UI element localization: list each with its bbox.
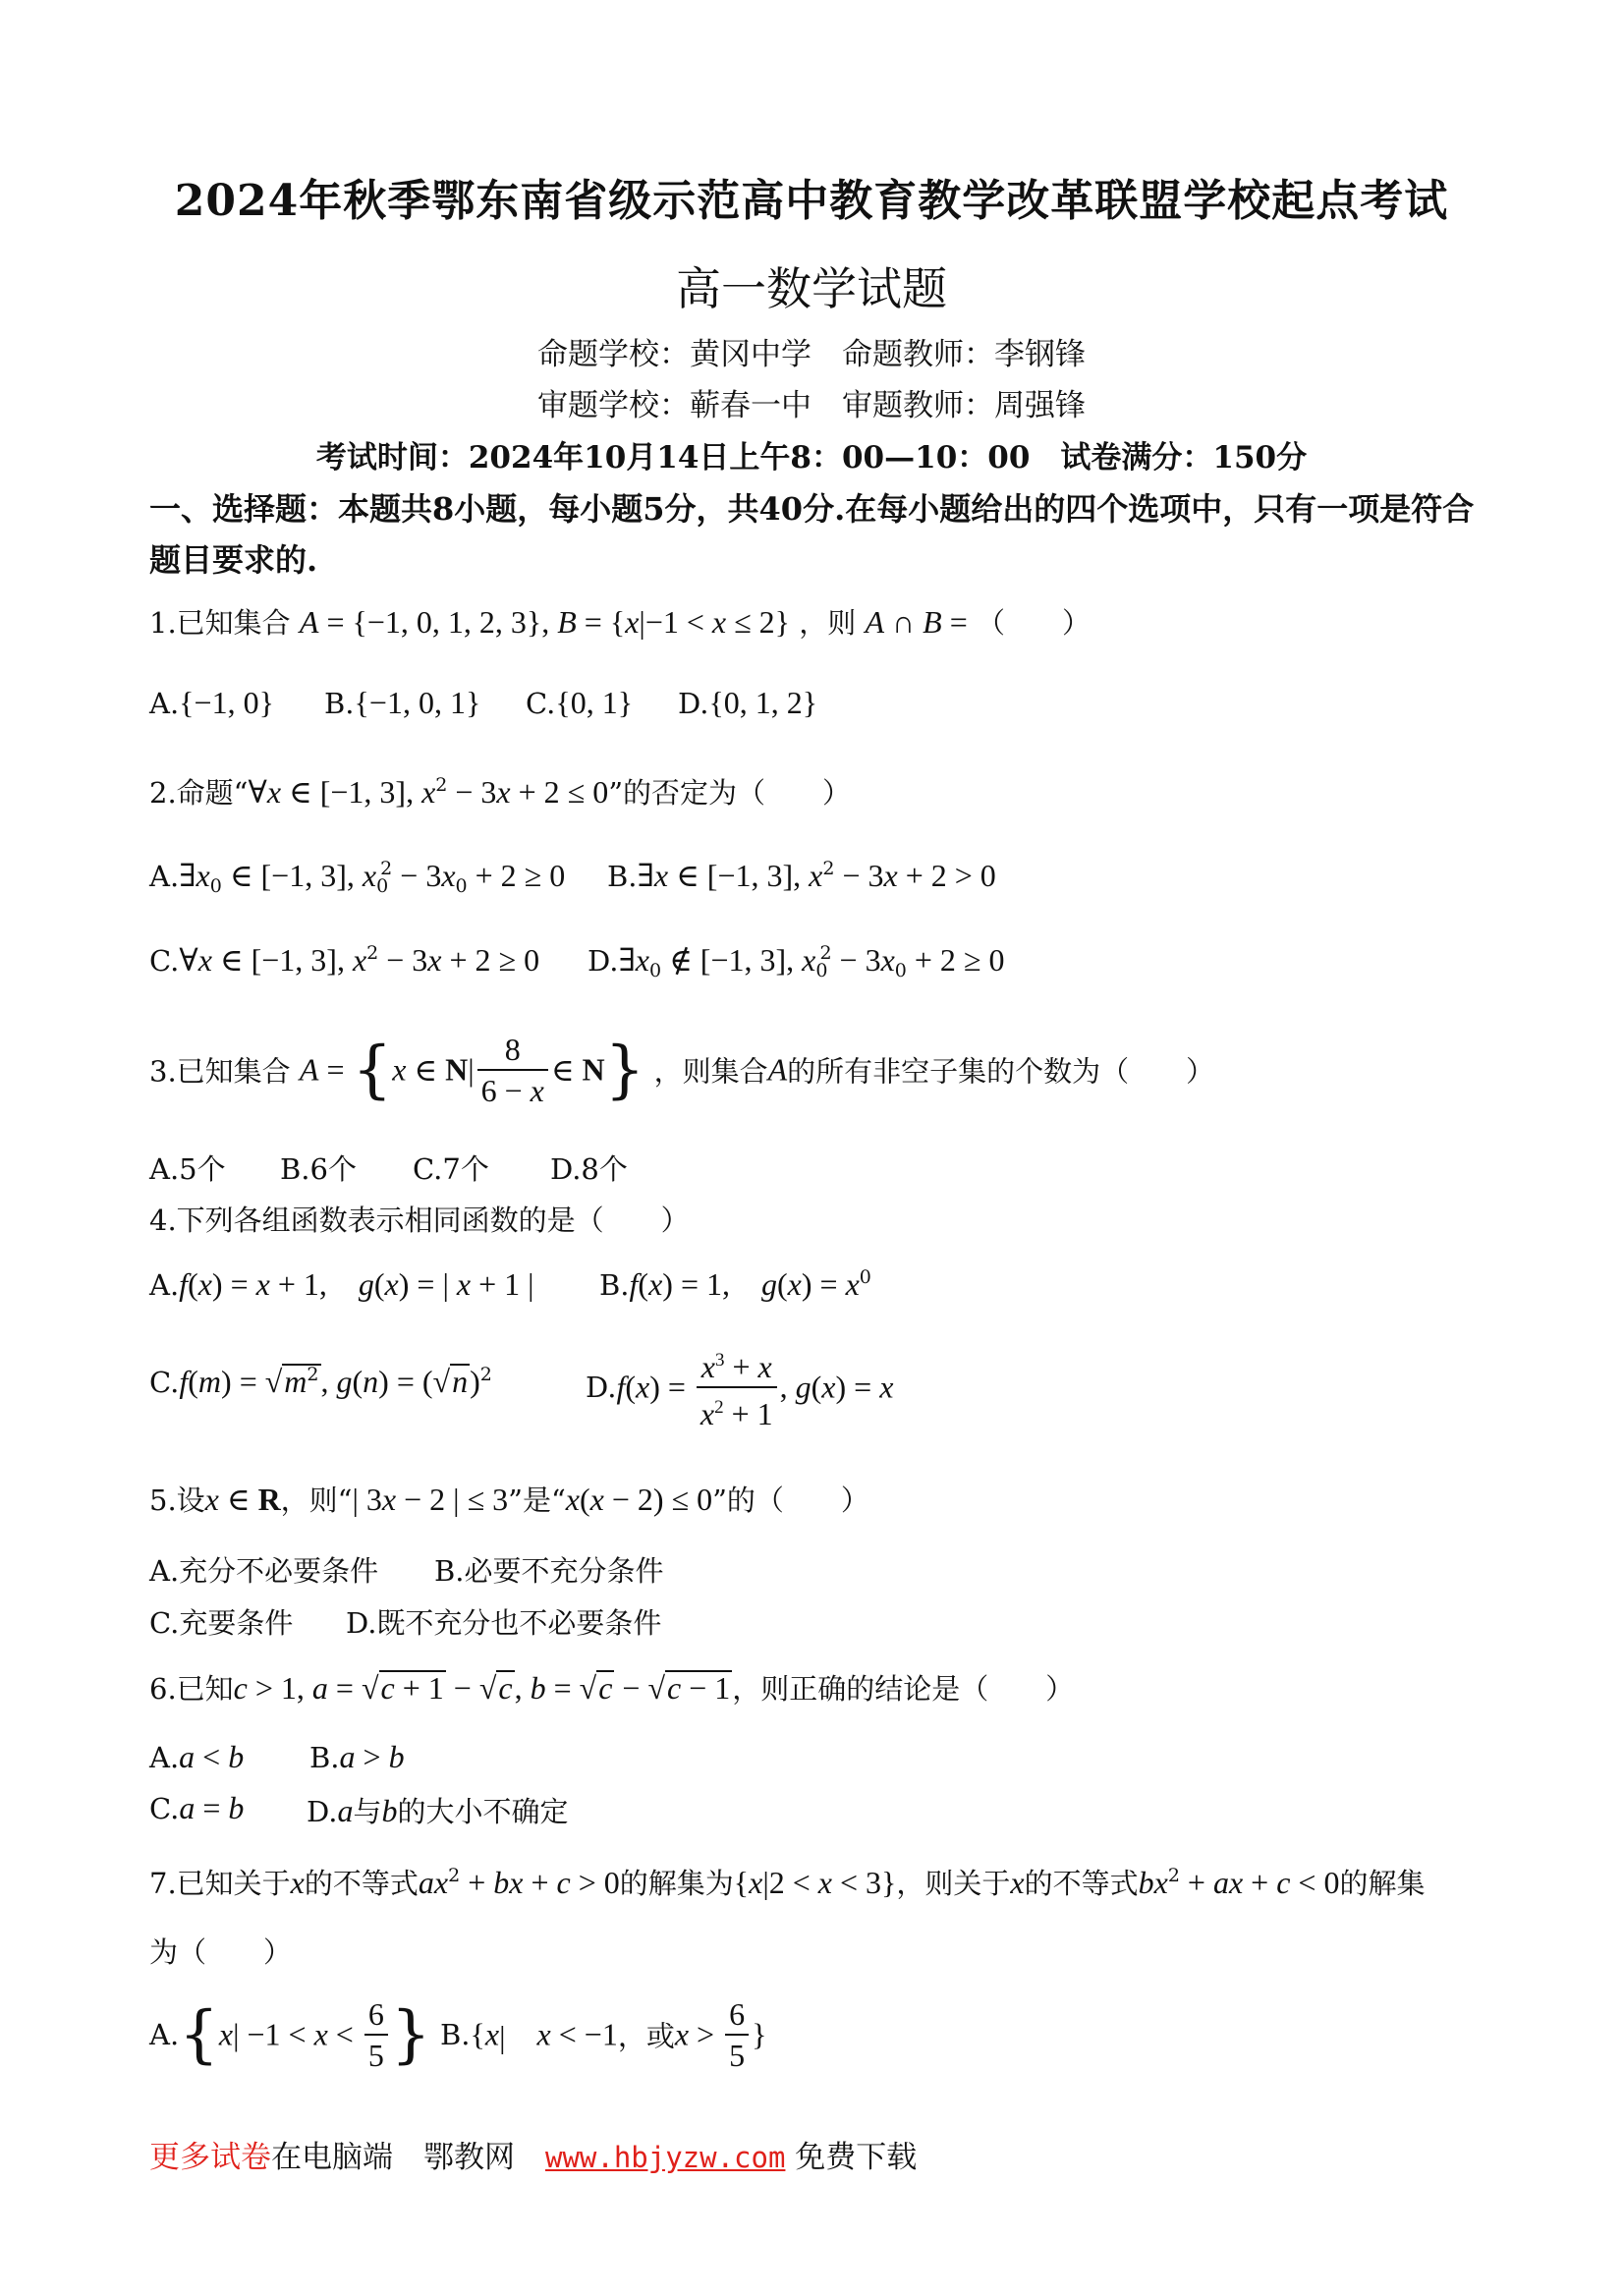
q7-lead: 7.已知关于 bbox=[149, 1867, 291, 1900]
footer-website-link[interactable]: www.hbjyzw.com bbox=[545, 2141, 786, 2174]
q6-lead: 6.已知 bbox=[149, 1672, 234, 1706]
q5-tail: ”的（ ） bbox=[712, 1484, 869, 1517]
q6-option-b: B.a > b bbox=[309, 1739, 405, 1774]
q3-tail1: ，则集合 bbox=[653, 1054, 768, 1089]
exam-title: 2024年秋季鄂东南省级示范高中教育教学改革联盟学校起点考试 bbox=[174, 176, 1449, 226]
q3-option-b: B.6个 bbox=[280, 1152, 357, 1186]
q6-option-d: D.a与b的大小不确定 bbox=[307, 1793, 569, 1828]
q5-option-c: C.充要条件 bbox=[149, 1606, 294, 1640]
question-2: 2.命题“∀x ∈ [−1, 3], $x^2 - 3x + 2 \le 0$”的否定为（ ） bbox=[149, 774, 852, 810]
q3-option-c: C.7个 bbox=[413, 1152, 489, 1186]
author-info: 命题学校：黄冈中学 命题教师：李钢锋 bbox=[537, 337, 1086, 372]
q5-option-a: A.充分不必要条件 bbox=[149, 1554, 379, 1588]
q2-option-c: C.∀x ∈ [−1, 3], $x^2 - 3x + 2 \ge 0$ bbox=[149, 942, 540, 978]
q4-fraction: $\frac{x^3 + x}{x^2 + 1}$ bbox=[697, 1341, 777, 1433]
q2-lead: 2.命题“ bbox=[149, 776, 249, 810]
footer-download-text: 免费下载 bbox=[785, 2140, 918, 2175]
q1-option-a: A.{−1, 0} bbox=[149, 685, 274, 720]
q3-option-a: A.5个 bbox=[149, 1152, 226, 1186]
q5-lead: 5.设 bbox=[149, 1484, 205, 1517]
exam-subtitle: 高一数学试题 bbox=[676, 262, 947, 315]
q5-option-d: D.既不充分也不必要条件 bbox=[346, 1606, 662, 1640]
question-6: 6.已知c > 1, a = √c + 1 − √c, b = √c − √c − 1，则正确的结论是（ ） bbox=[149, 1670, 1075, 1706]
footer-more-exams: 更多试卷 bbox=[149, 2140, 271, 2175]
q3-option-d: D.8个 bbox=[550, 1152, 628, 1186]
question-1: 1.已知集合 A = {−1, 0, 1, 2, 3}, B = {x|−1 < x ≤ 2} ，则 A ∩ B = （ ） bbox=[149, 604, 1091, 640]
q7-option-b: B.{x| x < −1，或x > $\frac{6}{5}$ } bbox=[440, 1996, 767, 2073]
q2-option-b: B.∃x ∈ [−1, 3], $x^2 - 3x + 2 > 0$ bbox=[607, 858, 996, 893]
q7-option-a: A.{x| −1 < x < $\frac{6}{5}$ } bbox=[149, 1996, 431, 2073]
footer-text: 在电脑端 鄂教网 bbox=[271, 2140, 545, 2175]
question-7: 7.已知关于x的不等式$ax^2$ + bx + c > 0的解集为{x|2 < x < 3}，则关于x的不等式$bx^2$ + ax + c < 0的解集 bbox=[149, 1865, 1426, 1900]
q1-tail: ，则 bbox=[799, 606, 857, 640]
q3-tail2: 的所有非空子集的个数为（ ） bbox=[787, 1054, 1215, 1089]
q4-option-d: D.f(x) = $\frac{x^3 + x}{x^2 + 1}$ , g(x) = x bbox=[586, 1341, 893, 1433]
q5-mid2: ”是“ bbox=[508, 1484, 566, 1517]
question-5: 5.设x ∈ R，则“| 3x − 2 | ≤ 3”是“x(x − 2) ≤ 0”的（ ） bbox=[149, 1482, 869, 1517]
question-4: 4.下列各组函数表示相同函数的是（ ） bbox=[149, 1204, 690, 1237]
q2-tail: ”的否定为（ ） bbox=[608, 776, 852, 810]
reviewer-info: 审题学校：蕲春一中 审题教师：周强锋 bbox=[537, 388, 1086, 423]
q2-option-d: $D.\exists x_0$ ∉ [−1, 3], $x_0^2 - 3x_0 + 2 \ge 0$ bbox=[588, 942, 1005, 981]
question-7-cont: 为（ ） bbox=[149, 1935, 293, 1969]
q1-option-c: C.{0, 1} bbox=[526, 685, 634, 720]
q5-option-b: B.必要不充分条件 bbox=[434, 1554, 664, 1588]
q1-lead: 1.已知集合 bbox=[149, 606, 291, 640]
q3-fraction: $\frac{8}{6 - x}$ bbox=[477, 1030, 548, 1110]
q6-tail: ，则正确的结论是（ ） bbox=[732, 1672, 1075, 1706]
section-heading: 一、选择题：本题共8小题，每小题5分，共40分.在每小题给出的四个选项中，只有一项是符合题目要求的. bbox=[149, 490, 1475, 579]
q2-option-a: $A.\exists x_0$ ∈ [−1, 3], $x_0^2 - 3x_0 + 2 \ge 0$ bbox=[149, 858, 566, 897]
q1-paren: （ ） bbox=[976, 606, 1091, 640]
q3-lead: 3.已知集合 bbox=[149, 1054, 291, 1089]
q5-mid1: ，则“ bbox=[280, 1484, 353, 1517]
q4-option-b: B.f(x) = 1, $g(x) = x^0$ bbox=[599, 1266, 871, 1302]
q1-option-b: B.{−1, 0, 1} bbox=[324, 685, 481, 720]
q6-option-a: A.a < b bbox=[149, 1739, 245, 1774]
q4-option-c: $C.f(m) = √m^2$, $g(n) = (√n)^2$ bbox=[149, 1364, 492, 1399]
footer-banner bbox=[149, 2132, 917, 2176]
exam-time-info: 考试时间：2024年10月14日上午8：00—10：00 试卷满分：150分 bbox=[315, 440, 1308, 476]
q6-option-c: C.a = b bbox=[149, 1790, 245, 1825]
q4-option-a: A.f(x) = x + 1, g(x) = | x + 1 | bbox=[149, 1266, 534, 1302]
question-3: 3.已知集合 A = {x ∈ N| $\frac{8}{6 - x}$ ∈ N} ，则集合A的所有非空子集的个数为（ ） bbox=[149, 1032, 1215, 1108]
q1-option-d: D.{0, 1, 2} bbox=[678, 685, 818, 720]
